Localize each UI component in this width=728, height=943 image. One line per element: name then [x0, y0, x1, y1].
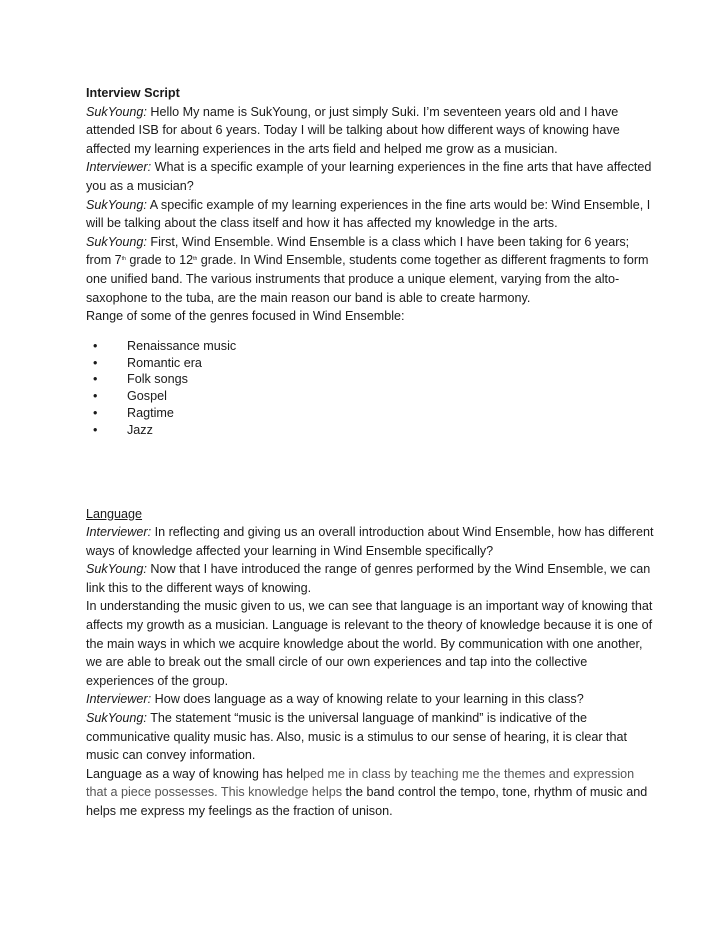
- paragraph-question-2: [86, 523, 656, 560]
- list-item-text: Folk songs: [127, 372, 188, 387]
- paragraph-intro: [86, 103, 656, 159]
- document-page: [86, 84, 656, 821]
- paragraph-text: How does language as a way of knowing relate to your learning in this class?: [151, 692, 584, 707]
- list-item: [86, 338, 656, 355]
- list-item: [86, 355, 656, 372]
- list-item-text: Gospel: [127, 389, 167, 404]
- speaker-label: SukYoung:: [86, 711, 147, 726]
- list-item: [86, 422, 656, 439]
- speaker-label: SukYoung:: [86, 562, 147, 577]
- document-title: Interview Script: [86, 86, 180, 100]
- speaker-label: SukYoung:: [86, 197, 147, 212]
- bullet-icon: •: [93, 405, 98, 420]
- paragraph-text: Hello My name is SukYoung, or just simply Suki. I’m seventeen years old and I have attended ISB for about 6 years. Today I will be talking about how different ways of knowing have affected my learning experiences in the arts field and helped me grow as a musician.: [86, 104, 620, 156]
- paragraph-genres-intro: Range of some of the genres focused in Wind Ensemble:: [86, 309, 405, 324]
- speaker-label: SukYoung:: [86, 104, 147, 119]
- paragraph-text: What is a specific example of your learning experiences in the fine arts that have affected you as a musician?: [86, 160, 652, 193]
- bullet-icon: •: [93, 355, 98, 370]
- paragraph-text: the band control the tempo, tone, rhythm of music and helps: [86, 785, 648, 818]
- bullet-icon: •: [93, 338, 98, 353]
- paragraph-text: First, Wind Ensemble. Wind Ensemble is a class which I have been taking for 6 years; from 7: [86, 234, 630, 268]
- paragraph-text: A specific example of my learning experiences in the fine arts would be: Wind Ensemble, I will be talking about the class itself and how it has affected my knowledge in the arts.: [86, 197, 651, 231]
- paragraph-text: In reflecting and giving us an overall introduction about Wind Ensemble, how has different ways of knowledge affected your learning in Wind Ensemble specifically?: [86, 525, 654, 558]
- paragraph-answer-2: [86, 560, 656, 597]
- bullet-icon: •: [93, 389, 98, 404]
- speaker-label: Interviewer:: [86, 160, 152, 175]
- list-item: [86, 371, 656, 388]
- speaker-label: Interviewer:: [86, 692, 152, 707]
- list-item: [86, 405, 656, 422]
- paragraph-answer-3: [86, 709, 656, 765]
- speaker-label: SukYoung:: [86, 234, 147, 249]
- paragraph-answer-1: [86, 196, 656, 233]
- paragraph-wind-ensemble: [86, 233, 656, 307]
- paragraph-text: Now that I have introduced the range of genres performed by the Wind Ensemble, we can link this to the different ways of knowing.: [86, 562, 651, 595]
- paragraph-question-1: [86, 158, 656, 195]
- paragraph-text: The statement “music is the universal language of mankind” is indicative of the communicative quality music has. Also, music is a stimulus to our sense of hearing, it is clear that music can convey information.: [86, 711, 628, 763]
- superscript: th: [193, 256, 198, 263]
- paragraph-text: grade to 12: [125, 253, 194, 268]
- list-item-text: Ragtime: [127, 405, 174, 420]
- list-item-text: Romantic era: [127, 355, 202, 370]
- paragraph-question-3: [86, 690, 656, 709]
- paragraph-language-conclusion: [86, 765, 656, 821]
- genre-list: [86, 338, 656, 439]
- paragraph-text: grade. In Wind Ensemble, students come together as different fragments to form one unified band. The various instruments that produce a unique element, varying from the alto-saxophone to the tuba, are the main reason our band is able to create harmony.: [86, 253, 649, 305]
- section-heading-language: Language: [86, 506, 143, 521]
- list-item: [86, 388, 656, 405]
- bullet-icon: •: [93, 422, 98, 437]
- list-item-text: Renaissance music: [127, 338, 237, 353]
- paragraph-language-understanding: In understanding the music given to us, we can see that language is an important way of knowing that affects my growth as a musician. Language is relevant to the theory of knowledge because it is one of the main ways in which we acquire knowledge about the world. By communication with one another, we are able to break out the small circle of our own experiences and tap into the collective experiences of the group.: [86, 599, 653, 688]
- paragraph-text: ped me in class by teaching me the themes and expression that a piece possesses. This knowledge helps: [86, 766, 635, 800]
- paragraph-text: Language as a way of knowing has hel: [86, 766, 304, 781]
- speaker-label: Interviewer:: [86, 525, 152, 540]
- list-item-text: Jazz: [127, 422, 153, 437]
- paragraph-text: me express my feelings as the fraction of unison.: [116, 804, 393, 818]
- spacer: [86, 439, 656, 505]
- superscript: th: [121, 256, 126, 263]
- bullet-icon: •: [93, 372, 98, 387]
